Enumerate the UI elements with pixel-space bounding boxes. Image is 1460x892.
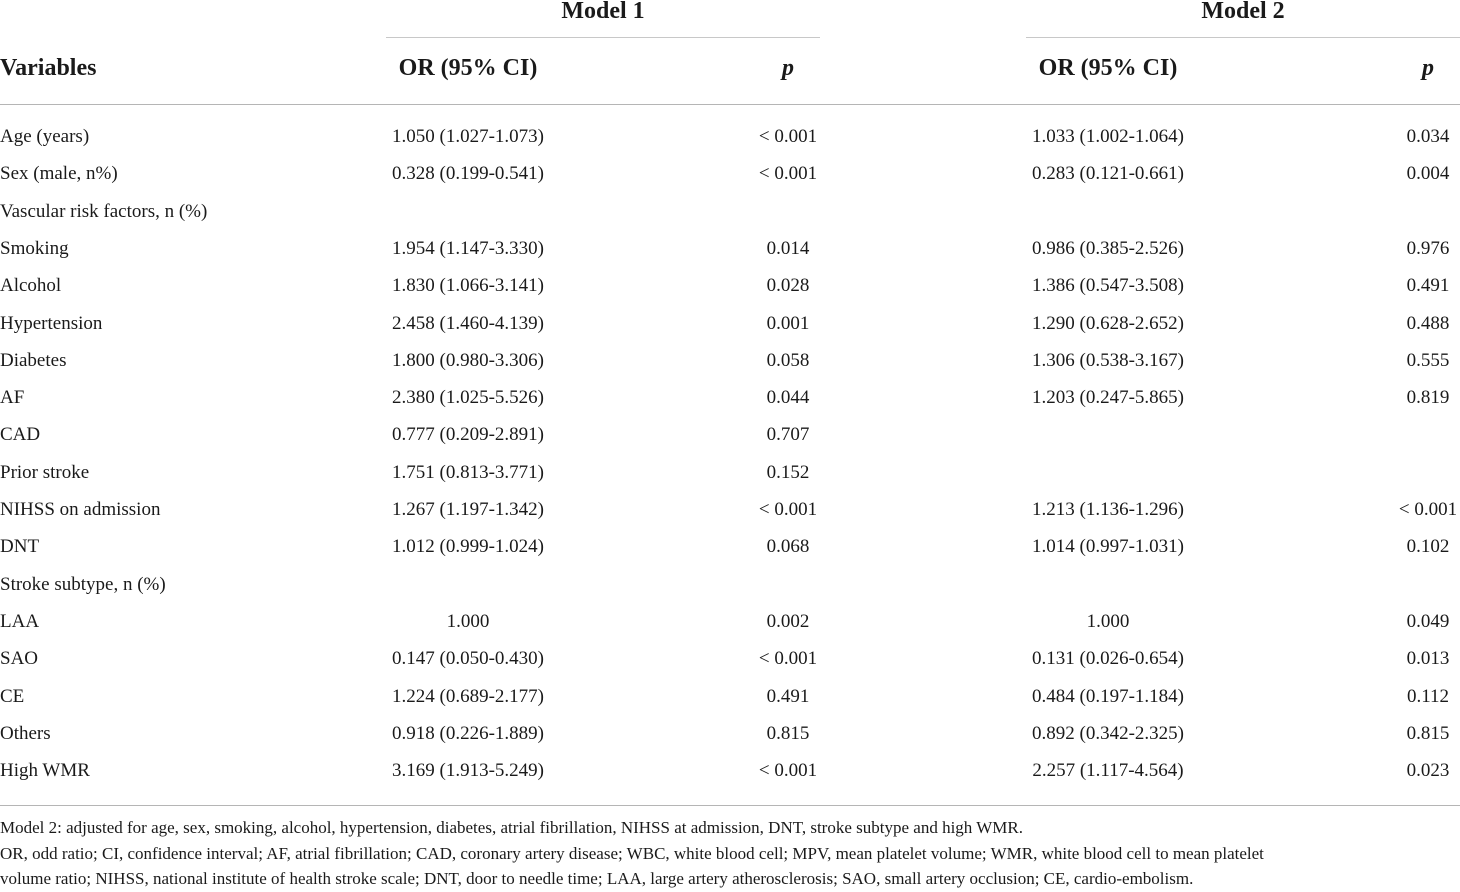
row-variable: Alcohol bbox=[0, 275, 62, 296]
col-header-or-model-2: OR (95% CI) bbox=[1038, 55, 1178, 81]
table-bottom-rule bbox=[0, 805, 1460, 806]
row-p-model-2: < 0.001 bbox=[1398, 499, 1458, 520]
row-p-model-2: 0.976 bbox=[1406, 238, 1450, 259]
row-p-model-1: 0.491 bbox=[766, 686, 810, 707]
row-variable: Age (years) bbox=[0, 126, 90, 147]
row-p-model-2: 0.004 bbox=[1406, 163, 1450, 184]
row-p-model-1: < 0.001 bbox=[758, 648, 818, 669]
row-or-model-1: 0.777 (0.209-2.891) bbox=[392, 424, 544, 445]
row-p-model-2: 0.815 bbox=[1406, 723, 1450, 744]
row-or-model-1: 1.830 (1.066-3.141) bbox=[392, 275, 544, 296]
row-p-model-2: 0.488 bbox=[1406, 313, 1450, 334]
row-or-model-1: 0.918 (0.226-1.889) bbox=[392, 723, 544, 744]
row-or-model-1: 1.050 (1.027-1.073) bbox=[392, 126, 544, 147]
row-p-model-1: 0.014 bbox=[766, 238, 810, 259]
col-header-variables: Variables bbox=[0, 55, 97, 81]
row-or-model-1: 1.751 (0.813-3.771) bbox=[392, 462, 544, 483]
row-p-model-2: 0.023 bbox=[1406, 760, 1450, 781]
row-p-model-2: 0.013 bbox=[1406, 648, 1450, 669]
row-or-model-2: 1.290 (0.628-2.652) bbox=[1032, 313, 1184, 334]
footnote-abbreviations-1: OR, odd ratio; CI, confidence interval; AF, atrial fibrillation; CAD, coronary artery disease; WBC, white blood cell; MPV, mean platelet volume; WMR, white blood cell to mean platelet bbox=[0, 844, 1264, 863]
row-p-model-1: < 0.001 bbox=[758, 499, 818, 520]
row-p-model-1: 0.044 bbox=[766, 387, 810, 408]
row-or-model-2: 1.213 (1.136-1.296) bbox=[1032, 499, 1184, 520]
row-variable: Diabetes bbox=[0, 350, 67, 371]
row-or-model-2: 1.203 (0.247-5.865) bbox=[1032, 387, 1184, 408]
model-2-header: Model 2 bbox=[1201, 0, 1285, 24]
row-or-model-1: 1.800 (0.980-3.306) bbox=[392, 350, 544, 371]
row-or-model-1: 0.328 (0.199-0.541) bbox=[392, 163, 544, 184]
row-p-model-2: 0.102 bbox=[1406, 536, 1450, 557]
row-p-model-2: 0.034 bbox=[1406, 126, 1450, 147]
row-or-model-2: 0.484 (0.197-1.184) bbox=[1032, 686, 1184, 707]
row-or-model-2: 0.892 (0.342-2.325) bbox=[1032, 723, 1184, 744]
row-variable: Prior stroke bbox=[0, 462, 90, 483]
col-header-p-model-2: p bbox=[1422, 55, 1434, 81]
row-p-model-2: 0.112 bbox=[1406, 686, 1450, 707]
row-or-model-1: 2.380 (1.025-5.526) bbox=[392, 387, 544, 408]
row-p-model-1: 0.058 bbox=[766, 350, 810, 371]
row-p-model-1: 0.152 bbox=[766, 462, 810, 483]
row-variable: Stroke subtype, n (%) bbox=[0, 574, 166, 595]
row-or-model-2: 1.306 (0.538-3.167) bbox=[1032, 350, 1184, 371]
row-p-model-1: < 0.001 bbox=[758, 760, 818, 781]
row-or-model-2: 1.386 (0.547-3.508) bbox=[1032, 275, 1184, 296]
row-or-model-1: 1.954 (1.147-3.330) bbox=[392, 238, 544, 259]
row-p-model-2: 0.819 bbox=[1406, 387, 1450, 408]
row-or-model-1: 1.000 bbox=[446, 611, 490, 632]
row-variable: CAD bbox=[0, 424, 41, 445]
row-variable: DNT bbox=[0, 536, 40, 557]
row-or-model-2: 0.283 (0.121-0.661) bbox=[1032, 163, 1184, 184]
row-variable: SAO bbox=[0, 648, 39, 669]
row-or-model-1: 1.224 (0.689-2.177) bbox=[392, 686, 544, 707]
model-2-underline bbox=[1026, 37, 1460, 38]
row-p-model-2: 0.555 bbox=[1406, 350, 1450, 371]
row-variable: NIHSS on admission bbox=[0, 499, 161, 520]
row-or-model-2: 0.131 (0.026-0.654) bbox=[1032, 648, 1184, 669]
row-variable: Vascular risk factors, n (%) bbox=[0, 201, 208, 222]
row-variable: Smoking bbox=[0, 238, 69, 259]
row-p-model-1: 0.028 bbox=[766, 275, 810, 296]
row-or-model-1: 1.012 (0.999-1.024) bbox=[392, 536, 544, 557]
row-p-model-2: 0.049 bbox=[1406, 611, 1450, 632]
row-p-model-2: 0.491 bbox=[1406, 275, 1450, 296]
row-variable: Others bbox=[0, 723, 51, 744]
row-variable: Sex (male, n%) bbox=[0, 163, 118, 184]
row-or-model-1: 3.169 (1.913-5.249) bbox=[392, 760, 544, 781]
header-rule bbox=[0, 104, 1460, 105]
row-or-model-1: 0.147 (0.050-0.430) bbox=[392, 648, 544, 669]
row-or-model-1: 2.458 (1.460-4.139) bbox=[392, 313, 544, 334]
row-or-model-2: 0.986 (0.385-2.526) bbox=[1032, 238, 1184, 259]
model-1-underline bbox=[386, 37, 820, 38]
model-1-header: Model 1 bbox=[561, 0, 645, 24]
row-p-model-1: 0.707 bbox=[766, 424, 810, 445]
row-p-model-1: 0.815 bbox=[766, 723, 810, 744]
row-or-model-1: 1.267 (1.197-1.342) bbox=[392, 499, 544, 520]
row-p-model-1: < 0.001 bbox=[758, 126, 818, 147]
row-p-model-1: 0.002 bbox=[766, 611, 810, 632]
footnote-abbreviations-2: volume ratio; NIHSS, national institute of health stroke scale; DNT, door to needle time; LAA, large artery atherosclerosis; SAO, small artery occlusion; CE, cardio-embolism. bbox=[0, 869, 1194, 888]
row-variable: CE bbox=[0, 686, 25, 707]
col-header-or-model-1: OR (95% CI) bbox=[398, 55, 538, 81]
row-p-model-1: 0.068 bbox=[766, 536, 810, 557]
row-variable: Hypertension bbox=[0, 313, 103, 334]
row-or-model-2: 1.033 (1.002-1.064) bbox=[1032, 126, 1184, 147]
row-or-model-2: 1.000 bbox=[1086, 611, 1130, 632]
row-variable: AF bbox=[0, 387, 25, 408]
row-or-model-2: 1.014 (0.997-1.031) bbox=[1032, 536, 1184, 557]
row-variable: High WMR bbox=[0, 760, 90, 781]
row-p-model-1: < 0.001 bbox=[758, 163, 818, 184]
footnote-model-2: Model 2: adjusted for age, sex, smoking, alcohol, hypertension, diabetes, atrial fibrillation, NIHSS at admission, DNT, stroke subtype and high WMR. bbox=[0, 818, 1023, 837]
row-or-model-2: 2.257 (1.117-4.564) bbox=[1032, 760, 1184, 781]
row-p-model-1: 0.001 bbox=[766, 313, 810, 334]
row-variable: LAA bbox=[0, 611, 40, 632]
col-header-p-model-1: p bbox=[782, 55, 794, 81]
